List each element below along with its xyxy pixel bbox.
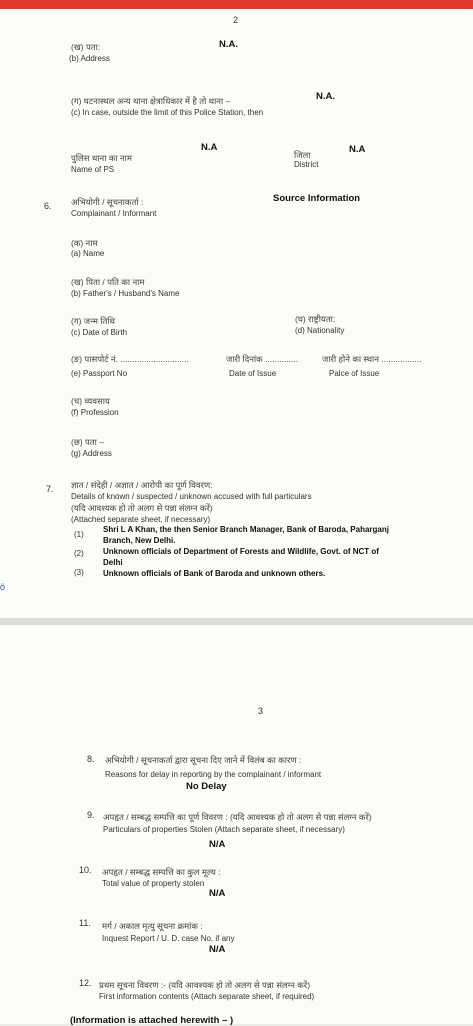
- address-label-hindi: (ख) पता:: [71, 42, 101, 52]
- inquest-label-hindi: मर्ग / अकाल मृत्यु सूचना क्रमांक :: [102, 921, 203, 931]
- district-label: District: [294, 160, 319, 169]
- nationality-label-hindi: (घ) राष्ट्रीयता:: [295, 314, 336, 324]
- dob-label: (c) Date of Birth: [71, 328, 128, 337]
- document-page-3: [0, 625, 473, 1024]
- passport-label: (e) Passport No: [71, 369, 128, 378]
- top-accent-bar: [0, 0, 473, 9]
- address-2-label: (g) Address: [71, 449, 112, 458]
- delay-reason-value: No Delay: [186, 781, 227, 792]
- accused-2-number: (2): [74, 549, 84, 558]
- first-info-label-hindi: प्रथम सूचना विवरण :- (यदि आवश्यक हो तो अलग से पन्ना संलग्न करें): [99, 980, 311, 990]
- first-info-value: (Information is attached herewith – ): [70, 1015, 234, 1026]
- section-11-number: 11.: [79, 918, 91, 928]
- issue-place-label-hindi: जारी होने का स्थान .................: [322, 354, 422, 364]
- district-label-hindi: जिला: [294, 150, 311, 160]
- accused-3-line-1: Unknown officials of Bank of Baroda and unknown others.: [103, 569, 326, 578]
- page-separator: [0, 618, 473, 625]
- accused-1-line-2: Branch, New Delhi.: [103, 536, 176, 545]
- issue-date-label: Date of Issue: [229, 369, 277, 378]
- section-12-number: 12.: [79, 978, 92, 988]
- section-6-number: 6.: [44, 201, 52, 211]
- section-7-number: 7.: [46, 484, 54, 494]
- accused-3-number: (3): [74, 568, 84, 577]
- address-2-label-hindi: (छ) पता –: [71, 437, 104, 447]
- stolen-property-label: Particulars of properties Stolen (Attach separate sheet, if necessary): [103, 825, 345, 834]
- outside-ps-label-hindi: (ग) घटनास्थल अन्य थाना क्षेत्राधिकार में है तो थाना –: [71, 96, 231, 106]
- name-label: (a) Name: [71, 249, 105, 258]
- section-10-number: 10.: [79, 865, 92, 875]
- page-number: 2: [233, 15, 239, 25]
- ps-name-label-hindi: पुलिस थाना का नाम: [71, 153, 132, 163]
- name-label-hindi: (क) नाम: [71, 238, 98, 248]
- accused-label-hindi: ज्ञात / संदेही / अज्ञात / आरोपी का पूर्ण विवरण:: [71, 480, 213, 490]
- property-value-label: Total value of property stolen: [102, 879, 205, 888]
- document-page-2: [0, 9, 473, 618]
- passport-label-hindi: (ङ) पासपोर्ट नं. .............................: [71, 354, 189, 364]
- property-value-label-hindi: अपहृत / सम्बद्ध सम्पत्ति का कुल मूल्य :: [102, 867, 221, 877]
- stolen-property-label-hindi: अपहृत / सम्बद्ध सम्पत्ति का पूर्ण विवरण : (यदि आवश्यक हो तो अलग से पन्ना संलग्न करें): [103, 812, 372, 822]
- complainant-label: Complainant / Informant: [71, 209, 157, 218]
- father-name-label: (b) Father's / Husband's Name: [71, 289, 180, 298]
- property-value-value: N/A: [209, 888, 226, 899]
- delay-reason-label: Reasons for delay in reporting by the complainant / informant: [105, 770, 322, 779]
- stolen-property-value: N/A: [209, 839, 226, 850]
- profession-label-hindi: (च) व्यवसाय: [71, 396, 110, 406]
- nationality-label: (d) Nationality: [295, 326, 345, 335]
- inquest-value: N/A: [209, 944, 226, 955]
- district-value: N.A: [349, 144, 366, 155]
- page-number: 3: [258, 706, 264, 716]
- accused-note: (Attached separate sheet, if necessary): [71, 515, 211, 524]
- complainant-value: Source Information: [273, 193, 361, 204]
- delay-reason-label-hindi: अभियोगी / सूचनाकर्ता द्वारा सूचना दिए जाने में विलंब का कारण :: [105, 755, 302, 765]
- accused-1-number: (1): [74, 530, 84, 539]
- complainant-label-hindi: अभियोगी / सूचनाकर्ता :: [71, 197, 144, 207]
- section-8-number: 8.: [87, 754, 95, 764]
- ps-name-value: N.A: [201, 142, 218, 153]
- ps-name-label: Name of PS: [71, 165, 115, 174]
- accused-note-hindi: (यदि आवश्यक हो तो अलग से पन्ना संलग्न करें): [71, 503, 213, 513]
- father-name-label-hindi: (ख) पिता / पति का नाम: [71, 277, 145, 287]
- first-info-label: First information contents (Attach separate sheet, if required): [99, 992, 315, 1001]
- accused-1-line-1: Shri L A Khan, the then Senior Branch Manager, Bank of Baroda, Paharganj: [103, 525, 389, 534]
- accused-2-line-2: Delhi: [103, 558, 123, 567]
- margin-mark: ö: [0, 582, 6, 592]
- profession-label: (f) Profession: [71, 408, 119, 417]
- issue-date-label-hindi: जारी दिनांक ..............: [226, 354, 299, 364]
- outside-ps-value: N.A.: [316, 91, 335, 102]
- issue-place-label: Palce of Issue: [329, 369, 380, 378]
- inquest-label: Inquest Report / U. D. case No. if any: [102, 934, 235, 943]
- outside-ps-label: (c) In case, outside the limit of this Police Station, then: [71, 108, 264, 117]
- address-value: N.A.: [219, 39, 238, 50]
- section-9-number: 9.: [87, 810, 95, 820]
- accused-label: Details of known / suspected / unknown accused with full particulars: [71, 492, 312, 501]
- dob-label-hindi: (ग) जन्म तिथि: [71, 316, 115, 326]
- accused-2-line-1: Unknown officials of Department of Forests and Wildlife, Govt. of NCT of: [103, 547, 379, 556]
- address-label: (b) Address: [69, 54, 110, 63]
